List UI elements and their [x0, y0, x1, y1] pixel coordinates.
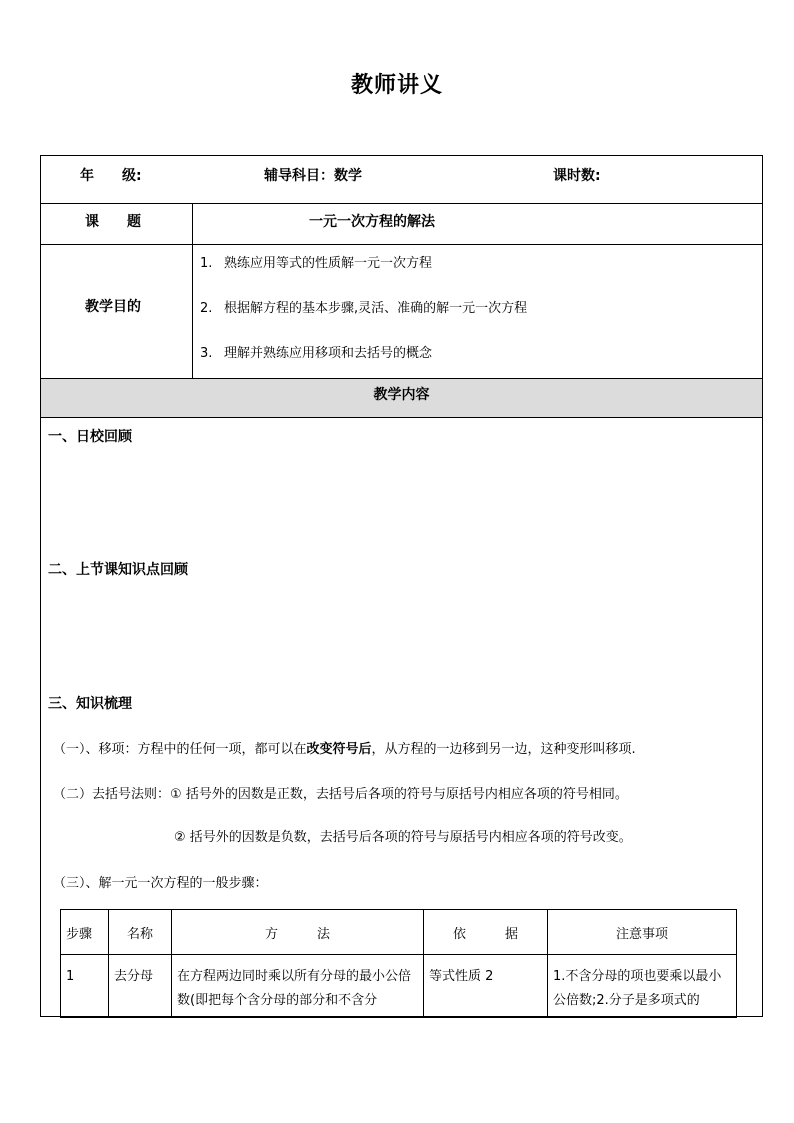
bracket-rule-text: 括号外的因数是正数，去括号后各项的符号与原括号内相应各项的符号相同。: [185, 787, 628, 802]
header-cell: [61, 910, 109, 955]
grade-label: 年 级:: [80, 168, 142, 184]
objectives-label: 教学目的: [85, 299, 141, 315]
objective-item: [200, 297, 527, 316]
table-cell: [172, 955, 424, 1018]
bracket-rule-title: （二）去括号法则：: [53, 787, 171, 802]
header-basis: 依 据: [452, 926, 518, 942]
table-cell: [109, 955, 172, 1018]
step-number: 1: [66, 969, 75, 984]
content-header: 教学内容: [373, 387, 430, 403]
step-name: 去分母: [114, 969, 154, 984]
row-divider: [41, 203, 762, 204]
move-term-text: ，从方程的一边移到另一边，这种变形叫移项.: [371, 742, 636, 757]
row-divider: [41, 244, 762, 245]
header-method: 方 法: [264, 926, 330, 942]
objective-text: 根据解方程的基本步骤,灵活、准确的解一元一次方程: [224, 301, 528, 316]
header-notes: 注意事项: [615, 926, 668, 942]
column-divider: [192, 204, 193, 378]
objective-text: 熟练应用等式的性质解一元一次方程: [224, 256, 433, 271]
page-title: 教师讲义: [350, 72, 443, 98]
objective-number: 3.: [200, 346, 213, 361]
subject-label: 辅导科目：数学: [264, 168, 362, 184]
objective-number: 1.: [200, 256, 213, 271]
header-cell: [424, 910, 548, 955]
table-cell: [61, 955, 109, 1018]
step-note: 1.不含分母的项也要乘以最小公倍数;2.分子是多项式的: [553, 969, 722, 1008]
circled-number-1: ①: [170, 787, 182, 802]
header-cell: [172, 910, 424, 955]
objective-number: 2.: [200, 301, 213, 316]
section-heading-review-today: 一、日校回顾: [48, 429, 132, 445]
bracket-rule-text: 括号外的因数是负数，去括号后各项的符号与原括号内相应各项的符号改变。: [189, 830, 632, 845]
steps-table-header: [61, 910, 737, 955]
objective-item: [200, 342, 432, 361]
section-heading-knowledge: 三、知识梳理: [48, 696, 132, 712]
row-divider: [41, 417, 762, 418]
steps-table: [60, 909, 737, 1018]
step-basis: 等式性质 2: [429, 969, 494, 984]
table-cell: [424, 955, 548, 1018]
header-step: 步骤: [66, 926, 93, 942]
step-method: 在方程两边同时乘以所有分母的最小公倍数(即把每个含分母的部分和不含分: [177, 969, 412, 1008]
lesson-plan-frame: [40, 155, 763, 1017]
topic-value: 一元一次方程的解法: [309, 214, 435, 230]
header-name: 名称: [126, 926, 153, 942]
table-cell: [548, 955, 737, 1018]
move-term-emphasis: 改变符号后: [306, 742, 372, 757]
topic-label: 课 题: [85, 214, 141, 230]
move-term-text: （一）、移项：方程中的任何一项，都可以在: [53, 742, 307, 757]
steps-intro: （三）、解一元一次方程的一般步骤：: [53, 876, 268, 891]
bracket-rule-2: [174, 826, 632, 845]
objective-text: 理解并熟练应用移项和去括号的概念: [224, 346, 433, 361]
bracket-rule-1: [53, 783, 628, 802]
circled-number-2: ②: [174, 830, 186, 845]
section-heading-review-last: 二、上节课知识点回顾: [48, 562, 188, 578]
objective-item: [200, 252, 432, 271]
table-row: [61, 955, 737, 1018]
hours-label: 课时数:: [553, 168, 601, 184]
header-cell: [548, 910, 737, 955]
header-cell: [109, 910, 172, 955]
move-term-rule: [53, 738, 636, 757]
